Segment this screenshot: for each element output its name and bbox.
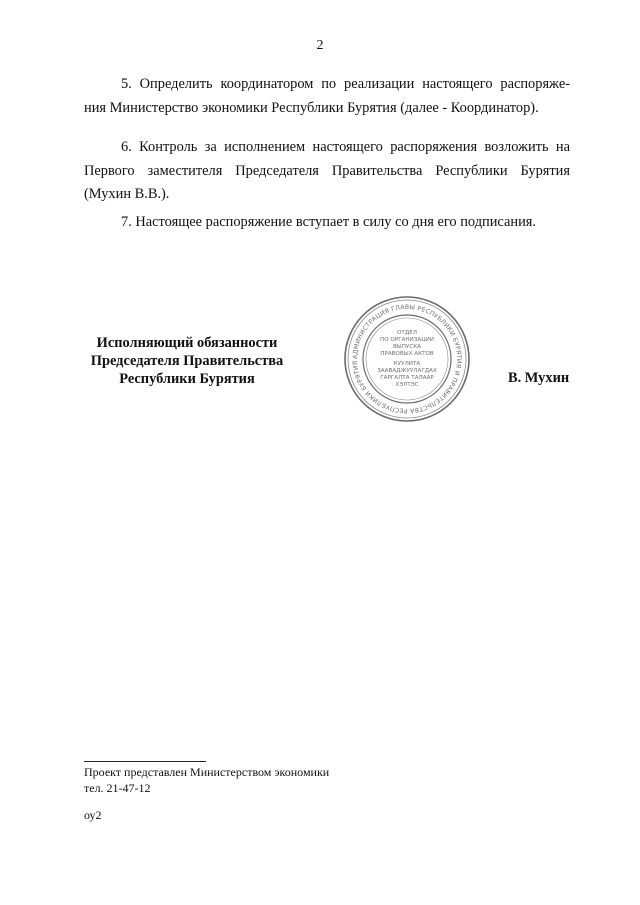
seal-text-1: ОТДЕЛ bbox=[397, 330, 417, 336]
signatory-title-line-1: Исполняющий обязанности bbox=[96, 335, 278, 351]
seal-ring-text: АДМИНИСТРАЦИЯ ГЛАВЫ РЕСПУБЛИКИ БУРЯТИЯ И ПРАВИТЕЛЬСТВА РЕСПУБЛИКИ БУРЯТИЯ bbox=[351, 303, 463, 415]
official-seal bbox=[342, 294, 472, 424]
footnote-line-1: Проект представлен Министерством экономики bbox=[84, 765, 330, 779]
paragraph-7 bbox=[84, 211, 570, 235]
paragraph-6-line-2: Первого заместителя Председателя Правительства Республики Бурятия bbox=[84, 162, 570, 179]
svg-text:АДМИНИСТРАЦИЯ ГЛАВЫ РЕСПУБЛИКИ bbox=[352, 304, 462, 414]
seal-text-7: ГАРГАЛТА ТАЛААР bbox=[380, 375, 434, 381]
seal-text-3: ВЫПУСКА bbox=[392, 344, 422, 350]
seal-text-4: ПРАВОВЫХ АКТОВ bbox=[380, 351, 434, 357]
signatory-title bbox=[78, 334, 296, 388]
paragraph-5-line-2: ния Министерство экономики Республики Бурятия (далее - Координатор). bbox=[84, 99, 539, 116]
footnote bbox=[84, 764, 329, 796]
paragraph-6-line-1: 6. Контроль за исполнением настоящего распоряжения возложить на bbox=[121, 139, 570, 155]
paragraph-7-line-1: 7. Настоящее распоряжение вступает в силу со дня его подписания. bbox=[121, 214, 536, 230]
footnote-divider bbox=[84, 761, 206, 762]
page-number: 2 bbox=[316, 38, 324, 53]
seal-text-5: КУУЛИТА bbox=[393, 361, 421, 367]
paragraph-5-line-1: 5. Определить координатором по реализации настоящего распоряже- bbox=[121, 76, 570, 92]
signatory-title-line-3: Республики Бурятия bbox=[119, 371, 255, 387]
footnote-line-2: тел. 21-47-12 bbox=[84, 781, 151, 795]
document-code: оу2 bbox=[84, 808, 102, 822]
paragraph-6 bbox=[84, 136, 570, 207]
paragraph-6-line-3: (Мухин В.В.). bbox=[84, 186, 170, 202]
signer-name: В. Мухин bbox=[508, 370, 570, 386]
seal-text-2: ПО ОРГАНИЗАЦИИ bbox=[380, 337, 434, 343]
seal-text-8: ХЭЛТЭС bbox=[395, 382, 419, 388]
signatory-title-line-2: Председателя Правительства bbox=[90, 353, 284, 369]
paragraph-5 bbox=[84, 73, 570, 120]
seal-text-6: ЗААВАДЖУУЛАГДАХ bbox=[377, 368, 437, 374]
